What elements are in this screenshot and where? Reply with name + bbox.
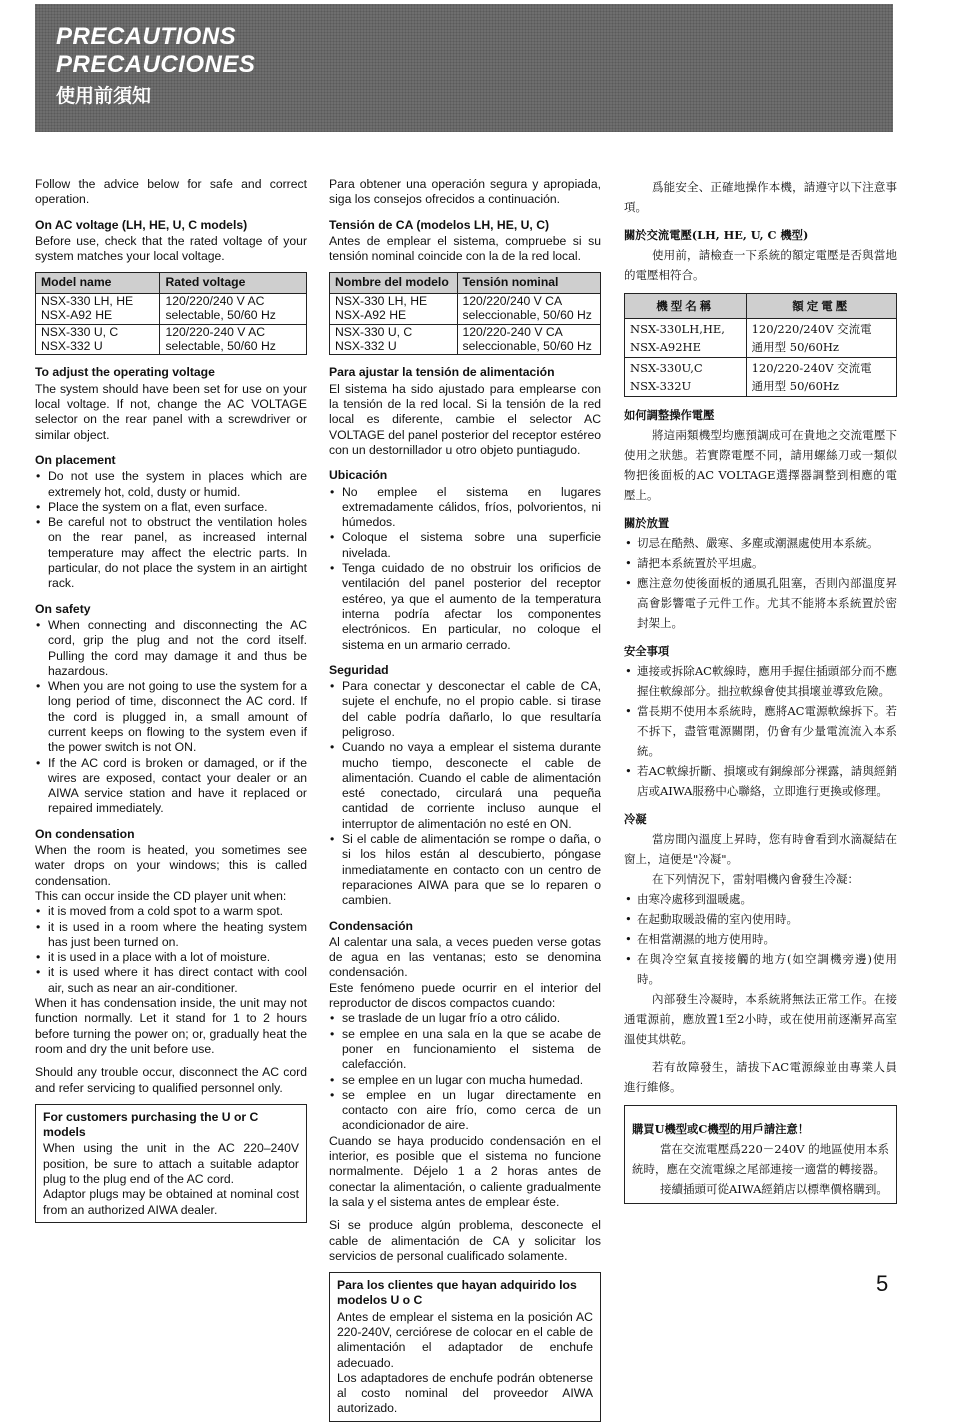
- safety-list: [624, 661, 897, 801]
- table-cell-model: NSX-330U,C NSX-332U: [625, 358, 747, 397]
- page-number: 5: [876, 1271, 889, 1296]
- list-item: • When connecting and disconnecting the AC cord, grip the plug and not the cord itself. Pulling the cord may damage it and thus be hazardous.: [36, 617, 307, 678]
- placement-heading: 關於放置: [624, 516, 670, 530]
- placement-list: [35, 469, 307, 591]
- condensation-heading: On condensation: [35, 826, 135, 841]
- voltage-table: [35, 272, 307, 355]
- table-cell-voltage: 120/220/240 V CA seleccionable, 50/60 Hz: [457, 294, 601, 325]
- list-item: • Si el cable de alimentación se rompe o daña, o si los hilos están al descubierto, póngase inmediatamente en contacto con un centro de reparaciones AIWA para que se lo reparen o cambien.: [330, 832, 601, 908]
- condensation-text: Cuando se haya producido condensación en el interior, es posible que el sistema no funcione normalmente. Déjelo 1 a 2 horas antes de conectar la alimentación, o caliente gradualmente la sala y el sistema antes de emplear éste.: [329, 1133, 601, 1209]
- adjust-voltage-heading: Para ajustar la tensión de alimentación: [329, 365, 555, 380]
- trouble-text: 若有故障發生，請拔下AC電源線並由專業人員進行維修。: [624, 1060, 897, 1094]
- list-item: • se emplee en un lugar directamente en contacto con aire frío, como cerca de un acondicionador de aire.: [330, 1087, 601, 1133]
- english-column: [35, 177, 307, 1223]
- adjust-voltage-text: 將這兩類機型均應預調成可在貴地之交流電壓下使用之狀態。若實際電壓不同，請用螺絲刀或一類似物把後面板的AC VOLTAGE選擇器調整到相應的電壓上。: [624, 428, 897, 502]
- condensation-heading: Condensación: [329, 918, 413, 933]
- list-item: • 當長期不使用本系統時，應將AC電源軟線拆下。若不拆下，盡管電源關閉，仍會有少量電流流入本系統。: [625, 704, 897, 758]
- list-item: • 在相當潮濕的地方使用時。: [625, 932, 775, 946]
- trouble-text: Si se produce algún problema, desconecte el cable de alimentación de CA y solicitar los servicios de personal cualificado solamente.: [329, 1218, 601, 1263]
- list-item: • 切忌在酷熱、嚴寒、多塵或潮濕處使用本系統。: [625, 536, 879, 550]
- banner-title-en: PRECAUTIONS: [56, 23, 237, 50]
- ac-voltage-text: Before use, check that the rated voltage of your system matches your local voltage.: [35, 233, 307, 264]
- table-cell-model: NSX-330 LH, HE NSX-A92 HE: [330, 294, 458, 325]
- notice-text: Los adaptadores de enchufe podrán obtenerse al costo nominal del proveedor AIWA autorizado.: [337, 1370, 593, 1416]
- table-header: Rated voltage: [160, 273, 307, 294]
- ac-voltage-text: 使用前，請檢查一下系統的額定電壓是否與當地的電壓相符合。: [624, 248, 897, 282]
- condensation-text: 內部發生冷凝時，本系統將無法正常工作。在接通電源前，應放置1至2小時，或在使用前逐漸昇高室溫使其烘乾。: [624, 992, 897, 1046]
- notice-text: When using the unit in the AC 220–240V position, be sure to attach a suitable adaptor plug to the plug end of the AC cord.: [43, 1141, 299, 1187]
- list-item: • 由寒冷處移到溫暖處。: [625, 892, 752, 906]
- placement-list: [624, 533, 897, 633]
- notice-heading: For customers purchasing the U or C models: [43, 1109, 259, 1140]
- table-header: Nombre del modelo: [330, 273, 458, 294]
- safety-heading: Seguridad: [329, 662, 389, 677]
- table-row: [625, 319, 897, 358]
- table-row: [330, 324, 601, 355]
- placement-heading: On placement: [35, 452, 116, 467]
- list-item: • Para conectar y desconectar el cable de CA, sujete el enchufe, no el propio cable. si tirase del cable podría dañarlo, lo que resultaría peligroso.: [330, 679, 601, 739]
- condensation-text: When the room is heated, you sometimes see water drops on your windows; this is called condensation.: [35, 843, 307, 888]
- table-cell-voltage: 120/220/240V 交流電 通用型 50/60Hz: [746, 319, 896, 358]
- placement-heading: Ubicación: [329, 468, 388, 483]
- table-header: Model name: [36, 273, 160, 294]
- safety-list: [35, 618, 307, 817]
- list-item: • it is used where it has direct contact with cool air, such as near an air-conditioner.: [36, 965, 307, 995]
- table-header: 機型名稱: [625, 294, 747, 319]
- adjust-voltage-heading: 如何調整操作電壓: [624, 408, 715, 422]
- list-item: • Place the system on a flat, even surface.: [36, 499, 268, 514]
- list-item: • 在與冷空氣直接接觸的地方(如空調機旁邊)使用時。: [625, 952, 897, 986]
- table-row: [36, 294, 307, 325]
- condensation-list: [624, 889, 897, 989]
- table-row: [36, 324, 307, 355]
- condensation-text: Este fenómeno puede ocurrir en el interior del reproductor de discos compactos cuando:: [329, 980, 601, 1011]
- uc-model-notice: [35, 1104, 307, 1223]
- list-item: • Tenga cuidado de no obstruir los orificios de ventilación del panel posterior del receptor estéreo, ya que el aumento de la temperatura interna podría afectar los componentes electrónicos. En particular, no coloque el sistema en un armario cerrado.: [330, 561, 601, 652]
- notice-text: 接續插頭可從AIWA經銷店以標準價格購到。: [660, 1182, 888, 1196]
- uc-model-notice: [329, 1272, 601, 1422]
- banner-title-es: PRECAUCIONES: [56, 51, 256, 78]
- notice-heading: Para los clientes que hayan adquirido los modelos U o C: [337, 1278, 577, 1308]
- table-row: [625, 358, 897, 397]
- table-cell-voltage: 120/220-240 V AC selectable, 50/60 Hz: [160, 324, 307, 355]
- table-cell-model: NSX-330 LH, HE NSX-A92 HE: [36, 294, 160, 325]
- banner-title-zh: 使用前須知: [56, 85, 152, 107]
- list-item: • 連接或拆除AC軟線時，應用手握住插頭部分而不應握住軟線部分。拙拉軟線會使其損壞並導致危險。: [625, 664, 897, 698]
- condensation-text: 當房間內溫度上昇時，您有時會看到水滴凝結在窗上，這便是"冷凝"。: [624, 832, 897, 866]
- intro-text: Para obtener una operación segura y apropiada, siga los consejos ofrecidos a continuación.: [329, 177, 601, 207]
- spanish-column: [329, 177, 601, 1422]
- table-header: 額定電壓: [746, 294, 896, 319]
- list-item: • it is moved from a cold spot to a warm spot.: [36, 904, 284, 919]
- list-item: • se emplee en una sala en la que se acabe de poner en funcionamiento el sistema de calefacción.: [330, 1026, 601, 1072]
- list-item: • Do not use the system in places which are extremely hot, cold, dusty or humid.: [36, 469, 307, 499]
- table-cell-model: NSX-330 U, C NSX-332 U: [36, 324, 160, 355]
- adjust-voltage-text: The system should have been set for use on your local voltage. If not, change the AC VOLTAGE selector on the rear panel with a screwdriver or similar object.: [35, 381, 307, 442]
- safety-heading: 安全事項: [624, 644, 670, 658]
- list-item: • 請把本系統置於平坦處。: [625, 556, 764, 570]
- condensation-text: 在下列情況下，雷射唱機內會發生冷凝：: [652, 872, 859, 886]
- placement-list: [329, 485, 601, 653]
- ac-voltage-text: Antes de emplear el sistema, compruebe si su tensión nominal coincide con la de la red local.: [329, 233, 601, 264]
- condensation-text: Al calentar una sala, a veces pueden verse gotas de agua en las ventanas; esto se denomina condensación.: [329, 934, 601, 980]
- chinese-column: [624, 177, 897, 1204]
- list-item: • se emplee en un lugar con mucha humedad.: [330, 1072, 584, 1087]
- ac-voltage-heading: On AC voltage (LH, HE, U, C models): [35, 217, 248, 232]
- table-cell-voltage: 120/220-240V 交流電 通用型 50/60Hz: [746, 358, 896, 397]
- table-row: [330, 294, 601, 325]
- list-item: • it is used in a place with a lot of moisture.: [36, 950, 271, 965]
- notice-text: 當在交流電壓爲220－240V 的地區使用本系統時，應在交流電線之尾部連接一適當的轉接器。: [632, 1142, 889, 1176]
- ac-voltage-heading: 關於交流電壓(LH, HE, U, C 機型): [624, 228, 809, 242]
- ac-voltage-heading: Tensión de CA (modelos LH, HE, U, C): [329, 217, 550, 232]
- list-item: • If the AC cord is broken or damaged, or if the wires are exposed, contact your dealer or an AIWA service station and have it replaced or repaired immediately.: [36, 755, 307, 816]
- intro-text: 爲能安全、正確地操作本機，請遵守以下注意事項。: [624, 180, 897, 214]
- list-item: • se traslade de un lugar frío a otro cálido.: [330, 1011, 561, 1026]
- voltage-table: [329, 272, 601, 355]
- condensation-text: This can occur inside the CD player unit when:: [35, 888, 287, 903]
- list-item: • 若AC軟線折斷、損壞或有銅線部分裸露，請與經銷店或AIWA服務中心聯絡，立即進行更換或修理。: [625, 764, 897, 798]
- intro-text: Follow the advice below for safe and correct operation.: [35, 177, 307, 207]
- safety-list: [329, 679, 601, 908]
- condensation-list: [329, 1011, 601, 1133]
- notice-text: Adaptor plugs may be obtained at nominal cost from an authorized AIWA dealer.: [43, 1187, 299, 1217]
- notice-text: Antes de emplear el sistema en la posición AC 220-240V, cerciórese de colocar en el cable de alimentación el adaptador de enchufe adecuado.: [337, 1309, 593, 1370]
- condensation-text: When it has condensation inside, the unit may not function normally. Let it stand for 1 to 2 hours before turning the power on; or, gradually heat the room and dry the unit before use.: [35, 996, 307, 1056]
- list-item: • 應注意勿使後面板的通風孔阻塞，否則內部溫度昇高會影響電子元件工作。尤其不能將本系統置於密封架上。: [625, 576, 897, 630]
- list-item: • No emplee el sistema en lugares extremadamente cálidos, fríos, polvorientos, ni húmedos.: [330, 484, 601, 530]
- voltage-table: [624, 293, 897, 397]
- adjust-voltage-heading: To adjust the operating voltage: [35, 365, 215, 380]
- list-item: • 在起動取暖設備的室內使用時。: [625, 912, 798, 926]
- list-item: • it is used in a room where the heating system has just been turned on.: [36, 919, 307, 949]
- list-item: • Be careful not to obstruct the ventilation holes on the rear panel, as increased internal temperature may affect the electric parts. In particular, do not place the system in an airtight rack.: [36, 515, 307, 591]
- table-cell-voltage: 120/220/240 V AC selectable, 50/60 Hz: [160, 294, 307, 325]
- adjust-voltage-text: El sistema ha sido ajustado para emplearse con la tensión de la red local. Si la tensión de la red local es diferente, cambie el selector AC VOLTAGE del panel posterior del receptor estéreo con un destornillador u otro objeto puntiagudo.: [329, 381, 601, 457]
- list-item: • Coloque el sistema sobre una superficie nivelada.: [330, 530, 601, 560]
- safety-heading: On safety: [35, 601, 91, 616]
- notice-heading: 購買U機型或C機型的用戶請注意！: [632, 1122, 810, 1136]
- uc-model-notice: [624, 1105, 897, 1204]
- condensation-list: [35, 904, 307, 996]
- trouble-text: Should any trouble occur, disconnect the AC cord and refer servicing to qualified personnel only.: [35, 1065, 307, 1095]
- table-header: Tensión nominal: [457, 273, 601, 294]
- table-cell-model: NSX-330LH,HE, NSX-A92HE: [625, 319, 747, 358]
- table-cell-voltage: 120/220-240 V CA seleccionable, 50/60 Hz: [457, 324, 601, 355]
- precautions-banner: [35, 4, 893, 132]
- list-item: • Cuando no vaya a emplear el sistema durante mucho tiempo, desconecte el cable de alimentación. Cuando el cable de alimentación esté conectado, circulará una pequeña cantidad de corriente incluso aunque el interruptor de alimentación no esté en ON.: [330, 740, 601, 831]
- list-item: • When you are not going to use the system for a long period of time, disconnect the AC cord. If the cord is plugged in, a small amount of current keeps on flowing to the system even if the power switch is not ON.: [36, 679, 307, 755]
- condensation-heading: 冷凝: [624, 812, 647, 826]
- table-cell-model: NSX-330 U, C NSX-332 U: [330, 324, 458, 355]
